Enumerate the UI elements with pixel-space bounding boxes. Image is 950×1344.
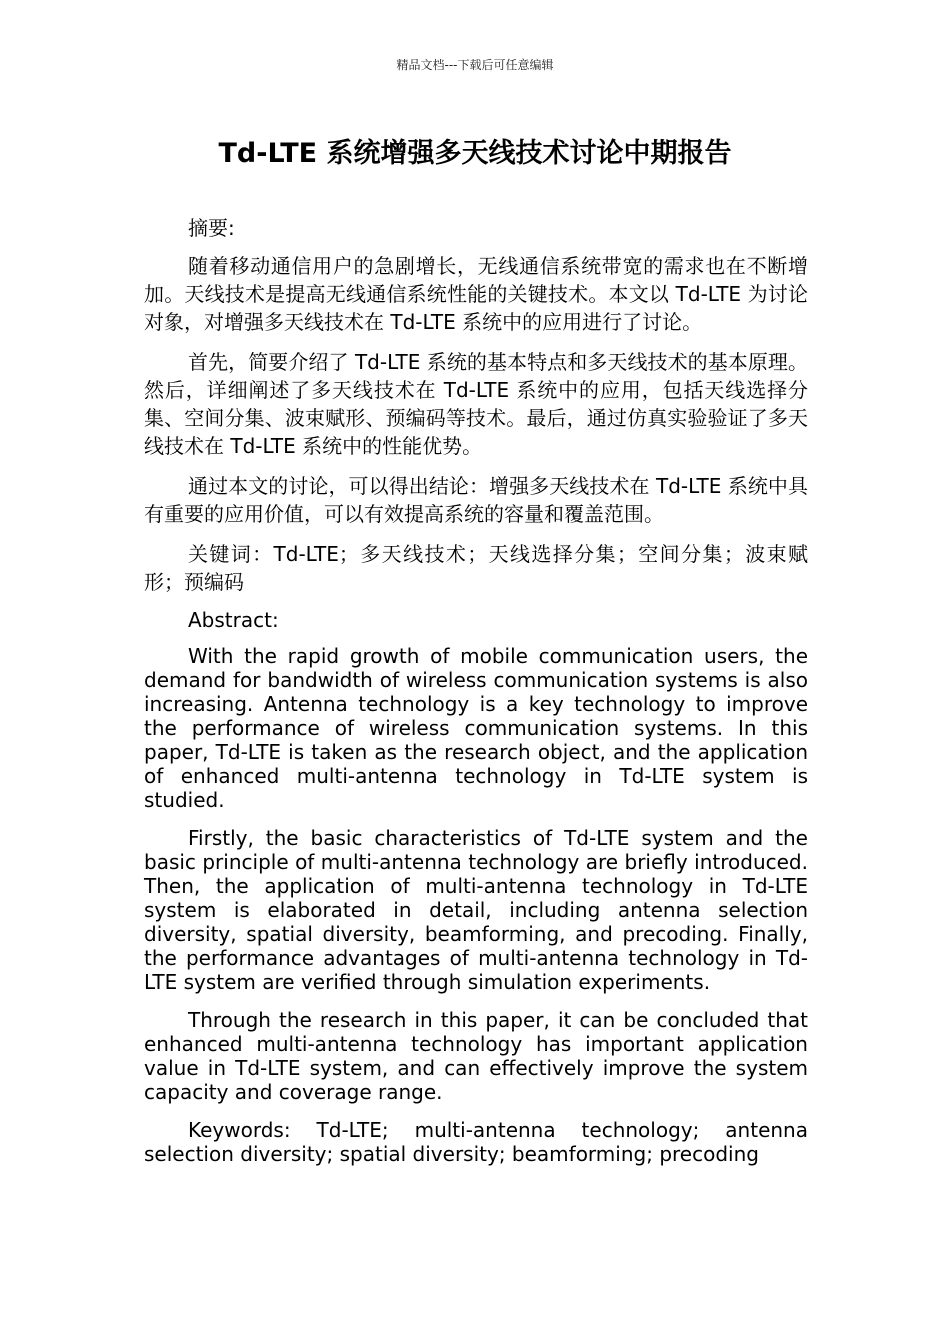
page-header: 精品文档---下载后可任意编辑 [396, 58, 554, 72]
abstract-zh-paragraph-2: 首先，简要介绍了 Td-LTE 系统的基本特点和多天线技术的基本原理。然后，详细阐述了多天线技术在 Td-LTE 系统中的应用，包括天线选择分集、空间分集、波束赋形、预编码等技术。最后，通过仿真实验验证了多天线技术在 Td-LTE 系统中的性能优势。 [144, 350, 808, 458]
abstract-zh-paragraph-1: 随着移动通信用户的急剧增长，无线通信系统带宽的需求也在不断增加。天线技术是提高无线通信系统性能的关键技术。本文以 Td-LTE 为讨论对象，对增强多天线技术在 Td-LTE 系统中的应用进行了讨论。 [144, 254, 808, 334]
abstract-en-paragraph-3: Through the research in this paper, it can be concluded that enhanced multi-antenna technology has important application value in Td-LTE system, and can effectively improve the system capacity and coverage range. [144, 1008, 808, 1104]
keywords-en: Keywords: Td-LTE; multi-antenna technology; antenna selection diversity; spatial diversity; beamforming; precoding [144, 1118, 808, 1166]
document-body [144, 216, 808, 1180]
abstract-en-label: Abstract: [188, 608, 279, 632]
abstract-zh-paragraph-3: 通过本文的讨论，可以得出结论：增强多天线技术在 Td-LTE 系统中具有重要的应用价值，可以有效提高系统的容量和覆盖范围。 [144, 474, 808, 526]
abstract-en-paragraph-2: Firstly, the basic characteristics of Td-LTE system and the basic principle of multi-antenna technology are briefly introduced. Then, the application of multi-antenna technology in Td-LTE system is elaborated in detail, including antenna selection diversity, spatial diversity, beamforming, and precoding. Finally, the performance advantages of multi-antenna technology in Td-LTE system are verified through simulation experiments. [144, 826, 808, 994]
keywords-zh: 关键词：Td-LTE；多天线技术；天线选择分集；空间分集；波束赋形；预编码 [144, 542, 808, 594]
document-title: Td-LTE 系统增强多天线技术讨论中期报告 [218, 138, 732, 169]
abstract-en-paragraph-1: With the rapid growth of mobile communication users, the demand for bandwidth of wireless communication systems is also increasing. Antenna technology is a key technology to improve the performance of wireless communication systems. In this paper, Td-LTE is taken as the research object, and the application of enhanced multi-antenna technology in Td-LTE system is studied. [144, 644, 808, 812]
abstract-zh-label: 摘要: [188, 216, 235, 240]
